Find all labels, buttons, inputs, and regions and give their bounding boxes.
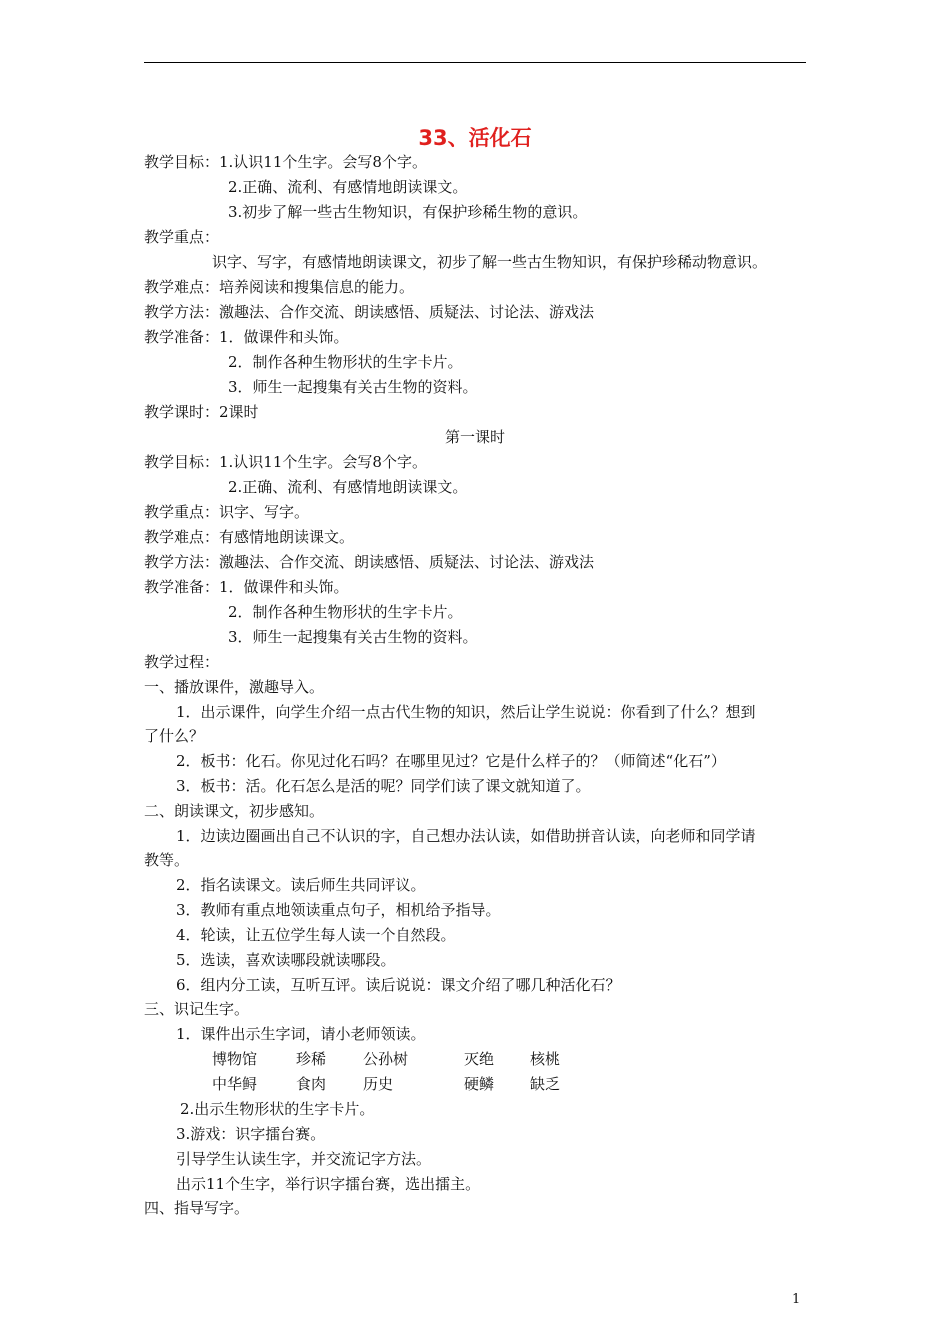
text-line: 3．师生一起搜集有关古生物的资料。 [228,628,478,646]
text-line: 教学目标：1.认识11个生字。会写8个字。 [144,153,427,171]
page-title: 33、活化石 [418,126,532,150]
text-line: 4．轮读，让五位学生每人读一个自然段。 [176,926,456,944]
vocab-word: 珍稀 [296,1050,327,1068]
text-line: 教学过程： [144,653,220,671]
text-line: 教学课时：2课时 [144,403,259,421]
text-line: 了什么？ [144,727,205,745]
text-line: 2.正确、流利、有感情地朗读课文。 [228,478,468,496]
vocab-word: 博物馆 [212,1050,258,1068]
text-line: 教等。 [144,851,190,869]
vocab-word: 硬鳞 [464,1075,495,1093]
text-line: 2．制作各种生物形状的生字卡片。 [228,353,463,371]
text-line: 2.出示生物形状的生字卡片。 [180,1100,375,1118]
text-line: 教学方法：激趣法、合作交流、朗读感悟、质疑法、讨论法、游戏法 [144,303,595,321]
text-line: 5．选读，喜欢读哪段就读哪段。 [176,951,396,969]
text-line: 教学难点：培养阅读和搜集信息的能力。 [144,278,415,296]
text-line: 2．指名读课文。读后师生共同评议。 [176,876,426,894]
text-line: 教学准备：1．做课件和头饰。 [144,328,349,346]
text-line: 3．师生一起搜集有关古生物的资料。 [228,378,478,396]
text-line: 3．教师有重点地领读重点句子，相机给予指导。 [176,901,501,919]
text-line: 3．板书：活。化石怎么是活的呢？同学们读了课文就知道了。 [176,777,591,795]
text-line: 教学准备：1．做课件和头饰。 [144,578,349,596]
text-line: 2．板书：化石。你见过化石吗？在哪里见过？它是什么样子的？（师简述“化石”） [176,752,726,770]
vocab-word: 缺乏 [530,1075,561,1093]
page-number: 1 [792,1292,801,1307]
text-line: 教学重点： [144,228,220,246]
vocab-word: 核桃 [530,1050,561,1068]
text-line: 1．出示课件，向学生介绍一点古代生物的知识，然后让学生说说：你看到了什么？想到 [176,703,756,721]
vocab-word: 灭绝 [464,1050,495,1068]
text-line: 引导学生认读生字，并交流记字方法。 [176,1150,432,1168]
vocab-word: 公孙树 [363,1050,409,1068]
text-line: 出示11个生字，举行识字擂台赛，选出擂主。 [176,1175,481,1193]
text-line: 教学难点：有感情地朗读课文。 [144,528,355,546]
text-line: 教学方法：激趣法、合作交流、朗读感悟、质疑法、讨论法、游戏法 [144,553,595,571]
text-line: 四、指导写字。 [144,1199,250,1217]
vocab-word: 历史 [363,1075,394,1093]
text-line: 1．课件出示生字词，请小老师领读。 [176,1025,426,1043]
section-heading: 第一课时 [444,428,505,446]
header-rule [144,62,806,63]
text-line: 2．制作各种生物形状的生字卡片。 [228,603,463,621]
text-line: 1．边读边圈画出自己不认识的字，自己想办法认读，如借助拼音认读，向老师和同学请 [176,827,756,845]
text-line: 二、朗读课文，初步感知。 [144,802,325,820]
text-line: 识字、写字，有感情地朗读课文，初步了解一些古生物知识，有保护珍稀动物意识。 [212,253,768,271]
vocab-word: 中华鲟 [212,1075,258,1093]
text-line: 教学重点：识字、写字。 [144,503,310,521]
text-line: 6．组内分工读，互听互评。读后说说：课文介绍了哪几种活化石？ [176,976,621,994]
text-line: 一、播放课件，激趣导入。 [144,678,325,696]
text-line: 3.游戏：识字擂台赛。 [176,1125,326,1143]
vocab-word: 食肉 [296,1075,327,1093]
text-line: 三、识记生字。 [144,1000,250,1018]
text-line: 3.初步了解一些古生物知识，有保护珍稀生物的意识。 [228,203,588,221]
text-line: 教学目标：1.认识11个生字。会写8个字。 [144,453,427,471]
text-line: 2.正确、流利、有感情地朗读课文。 [228,178,468,196]
